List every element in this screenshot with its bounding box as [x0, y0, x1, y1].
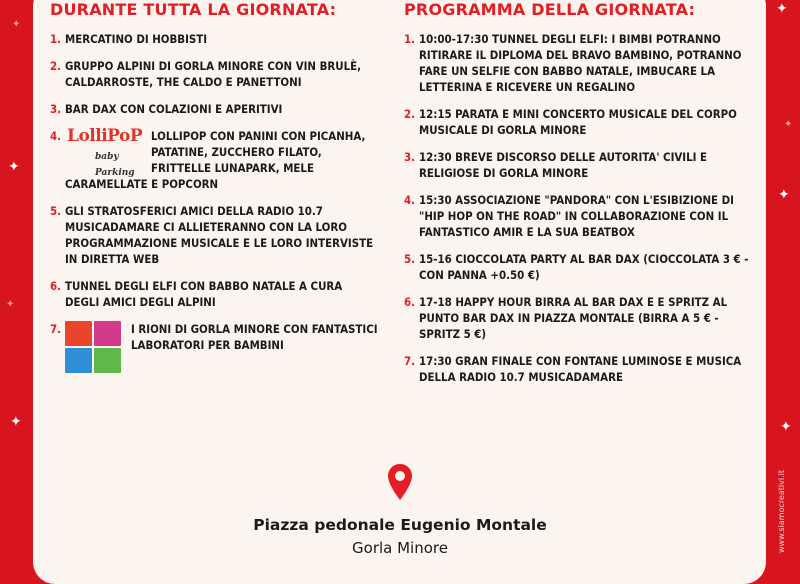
item-number: 5.: [404, 252, 416, 266]
item-text: 12:30 BREVE DISCORSO DELLE AUTORITA' CIVILI E RELIGIOSE DI GORLA MINORE: [419, 150, 708, 180]
designer-credit: www.siamocreativi.it: [777, 470, 786, 553]
list-item: [50, 203, 380, 267]
rioni-logo: [65, 321, 121, 373]
item-text: 10:00-17:30 TUNNEL DEGLI ELFI: I BIMBI POTRANNO RITIRARE IL DIPLOMA DEL BRAVO BAMBINO, POTRANNO FARE UN SELFIE CON BABBO NATALE, IMBUCARE LA LETTERINA E RICEVERE UN REGALINO: [419, 32, 742, 94]
all-day-list: [50, 31, 380, 353]
item-text: GRUPPO ALPINI DI GORLA MINORE CON VIN BRULÈ, CALDARROSTE, THE CALDO E PANETTONI: [65, 59, 362, 89]
item-number: 4.: [404, 193, 416, 207]
list-item: [50, 101, 380, 117]
item-number: 7.: [50, 322, 62, 336]
item-number: 6.: [404, 295, 416, 309]
sparkle-icon: ✦: [776, 1, 788, 17]
item-text: 17-18 HAPPY HOUR BIRRA AL BAR DAX E E SPRITZ AL PUNTO BAR DAX IN PIAZZA MONTALE (BIRRA A 5 € - SPRITZ 5 €): [419, 295, 728, 341]
list-item: [50, 321, 380, 353]
list-item: [404, 31, 749, 95]
item-number: 1.: [404, 32, 416, 46]
all-day-heading: DURANTE TUTTA LA GIORNATA:: [50, 0, 337, 19]
sparkle-icon: ✦: [8, 159, 20, 175]
list-item: [404, 106, 749, 138]
rioni-tile: [94, 348, 121, 373]
schedule-column: [404, 0, 749, 396]
item-number: 2.: [50, 59, 62, 73]
rioni-tile: [94, 321, 121, 346]
item-text: 15:30 ASSOCIAZIONE "PANDORA" CON L'ESIBIZIONE DI "HIP HOP ON THE ROAD" IN COLLABORAZIONE CON IL FANTASTICO AMIR E LA SUA BEATBOX: [419, 193, 734, 239]
schedule-heading: PROGRAMMA DELLA GIORNATA:: [404, 0, 696, 19]
list-item: [404, 149, 749, 181]
sparkle-icon: ✦: [784, 119, 793, 130]
sparkle-icon: ✦: [12, 19, 21, 30]
list-item: [50, 128, 380, 192]
list-item: [50, 58, 380, 90]
sparkle-icon: ✦: [10, 414, 22, 430]
sparkle-icon: ✦: [778, 187, 790, 203]
item-text: GLI STRATOSFERICI AMICI DELLA RADIO 10.7 MUSICADAMARE CI ALLIETERANNO CON LA LORO PROGRAMMAZIONE MUSICALE E LE LORO INTERVISTE IN DIRETTA WEB: [65, 204, 374, 266]
sparkle-icon: ✦: [6, 299, 15, 310]
lollipop-logo-text: LolliPoP: [67, 126, 143, 146]
item-text: 15-16 CIOCCOLATA PARTY AL BAR DAX (CIOCCOLATA 3 € - CON PANNA +0.50 €): [419, 252, 749, 282]
item-text: MERCATINO DI HOBBISTI: [65, 32, 208, 46]
item-text: LOLLIPOP CON PANINI CON PICANHA, PATATINE, ZUCCHERO FILATO, FRITTELLE LUNAPARK, MELE CARAMELLATE E POPCORN: [65, 129, 366, 191]
lollipop-logo: [65, 126, 145, 178]
rioni-tile: [65, 348, 92, 373]
sparkle-icon: ✦: [780, 419, 792, 435]
item-number: 1.: [50, 32, 62, 46]
all-day-column: [50, 0, 380, 373]
item-text: BAR DAX CON COLAZIONI E APERITIVI: [65, 102, 283, 116]
item-text: I RIONI DI GORLA MINORE CON FANTASTICI LABORATORI PER BAMBINI: [131, 322, 378, 352]
item-number: 2.: [404, 107, 416, 121]
event-city: Gorla Minore: [352, 539, 448, 557]
lollipop-logo-subtext: baby Parking: [95, 152, 135, 178]
list-item: [404, 192, 749, 240]
item-text: TUNNEL DEGLI ELFI CON BABBO NATALE A CURA DEGLI AMICI DEGLI ALPINI: [65, 279, 343, 309]
item-text: 17:30 GRAN FINALE CON FONTANE LUMINOSE E MUSICA DELLA RADIO 10.7 MUSICADAMARE: [419, 354, 742, 384]
item-number: 3.: [50, 102, 62, 116]
list-item: [50, 31, 380, 47]
item-number: 6.: [50, 279, 62, 293]
list-item: [50, 278, 380, 310]
item-number: 3.: [404, 150, 416, 164]
schedule-list: [404, 31, 749, 385]
event-address: Piazza pedonale Eugenio Montale: [253, 516, 547, 534]
item-text: 12:15 PARATA E MINI CONCERTO MUSICALE DEL CORPO MUSICALE DI GORLA MINORE: [419, 107, 737, 137]
item-number: 5.: [50, 204, 62, 218]
rioni-tile: [65, 321, 92, 346]
list-item: [404, 294, 749, 342]
item-number: 7.: [404, 354, 416, 368]
item-number: 4.: [50, 129, 62, 143]
map-pin-icon: [387, 463, 413, 501]
list-item: [404, 251, 749, 283]
list-item: [404, 353, 749, 385]
